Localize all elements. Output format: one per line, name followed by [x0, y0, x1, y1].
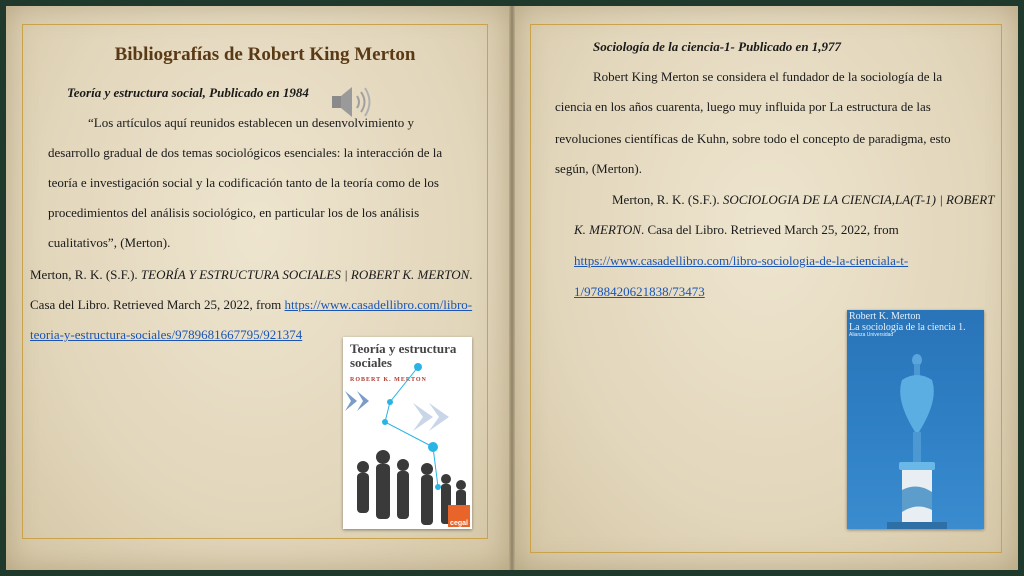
cover-author: ROBERT K. MERTON: [350, 377, 427, 383]
reference-2-line-3: [574, 246, 908, 276]
cover-title: La sociología de la ciencia 1.: [849, 322, 966, 333]
reference-author: Merton, R. K. (S.F.).: [612, 192, 723, 207]
book-1-heading: Teoría y estructura social, Publicado en 1984: [67, 85, 309, 100]
cover-illustration: [343, 357, 472, 529]
page-title: Bibliografías de Robert King Merton: [114, 44, 416, 65]
reference-1-line-3: [30, 320, 302, 350]
book-2-heading: Sociología de la ciencia-1- Publicado en 1,977: [593, 39, 842, 54]
reference-1-line-1: [30, 260, 473, 290]
cover-publisher: Alianza Universidad: [849, 332, 894, 338]
quote-line: teoría e investigación social y la codificación tanto de la teoría como de los: [48, 175, 439, 190]
cover-illustration: [847, 340, 984, 529]
reference-1-link[interactable]: https://www.casadellibro.com/libro-: [284, 297, 473, 312]
reference-title-cont: K. MERTON: [574, 222, 641, 237]
reference-2-line-1: [612, 185, 994, 215]
paragraph-line: ciencia en los años cuarenta, luego muy influida por La estructura de las: [555, 99, 931, 114]
cover-title-line: sociales: [350, 355, 392, 370]
reference-1-line-2: [30, 290, 472, 320]
cover-author: Robert K. Merton: [849, 311, 921, 322]
reference-title: SOCIOLOGIA DE LA CIENCIA,LA(T-1) | ROBERT: [722, 192, 995, 207]
cover-text: [849, 311, 966, 333]
paragraph-line: según, (Merton).: [555, 161, 643, 176]
reference-title: TEORÍA Y ESTRUCTURA SOCIALES | ROBERT K. MERTON: [140, 267, 470, 282]
reference-author: Merton, R. K. (S.F.).: [30, 267, 141, 282]
reference-retrieved: . Casa del Libro. Retrieved March 25, 2022, from: [640, 222, 899, 237]
reference-2-line-4: [574, 277, 705, 307]
quote-line: “Los artículos aquí reunidos establecen un desenvolvimiento y: [88, 115, 414, 130]
quote-line: desarrollo gradual de dos temas sociológicos esenciales: la interacción de la: [48, 145, 443, 160]
paragraph-line: Robert King Merton se considera el fundador de la sociología de la: [593, 69, 943, 84]
reference-1-link-cont[interactable]: teoria-y-estructura-sociales/9789681667795/921374: [30, 327, 303, 342]
reference-2-link[interactable]: https://www.casadellibro.com/libro-sociologia-de-la-cienciala-t-: [574, 253, 909, 268]
publisher-badge: cegal: [448, 505, 470, 527]
cover-title-line: Teoría y estructura: [350, 341, 457, 356]
quote-line: procedimientos del análisis sociológico, en particular los de los análisis: [48, 205, 420, 220]
reference-punct: .: [469, 267, 473, 282]
quote-line: cualitativos”, (Merton).: [48, 235, 171, 250]
book-cover-sociologia: [847, 310, 984, 529]
book-cover-teoria: [343, 337, 472, 529]
reference-2-link-cont[interactable]: 1/9788420621838/73473: [574, 284, 705, 299]
reference-retrieved: Casa del Libro. Retrieved March 25, 2022, from: [30, 297, 285, 312]
reference-2-line-2: [574, 215, 899, 245]
paragraph-line: revoluciones científicas de Kuhn, sobre todo el concepto de paradigma, esto: [555, 131, 951, 146]
